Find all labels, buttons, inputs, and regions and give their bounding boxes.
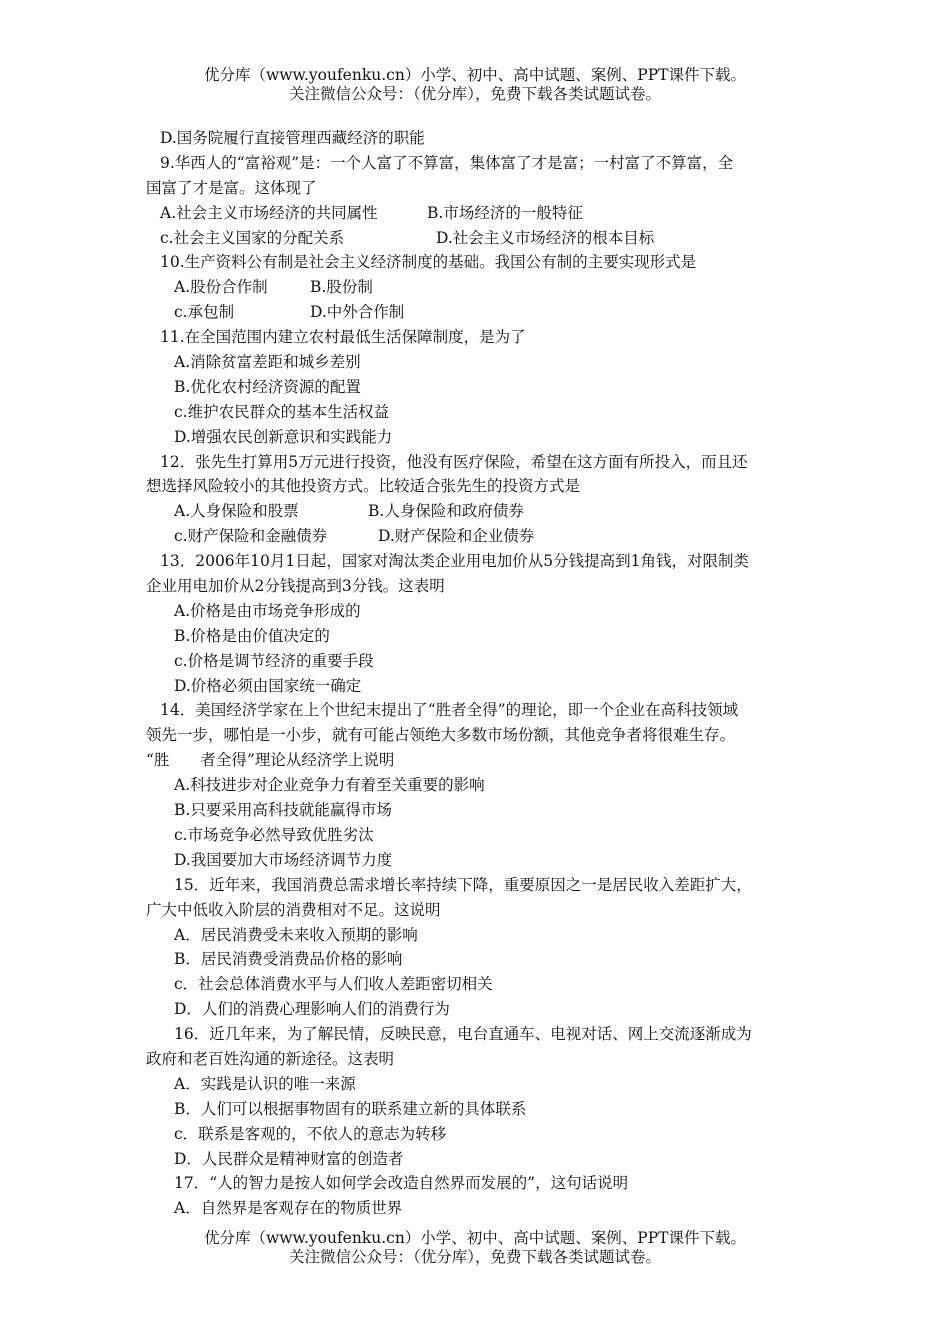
option-16b: B．人们可以根据事物固有的联系建立新的具体联系 (174, 1099, 527, 1118)
option-11a: A.消除贫富差距和城乡差别 (174, 353, 361, 372)
option-11d: D.增强农民创新意识和实践能力 (174, 427, 393, 446)
option-13c: c.价格是调节经济的重要手段 (174, 651, 374, 670)
question-10-options-row1 (146, 275, 814, 300)
option-15c: c．社会总体消费水平与人们收人差距密切相关 (174, 975, 493, 994)
option-14c: c.市场竞争必然导致优胜劣汰 (174, 825, 374, 844)
question-9-stem: 9.华西人的“富裕观”是：一个人富了不算富，集体富了才是富；一村富了不算富，全 (160, 153, 734, 172)
option-16c: c．联系是客观的，不依人的意志为转移 (174, 1124, 447, 1143)
option-13d: D.价格必须由国家统一确定 (174, 676, 362, 695)
option-16d: D．人民群众是精神财富的创造者 (174, 1149, 404, 1168)
option-12d: D.财产保险和企业债券 (378, 527, 535, 546)
option-10b: B.股份制 (310, 278, 373, 297)
option-11c: c.维护农民群众的基本生活权益 (174, 402, 390, 421)
question-16-stem: 16．近几年来，为了解民情，反映民意，电台直通车、电视对话、网上交流逐渐成为 (174, 1025, 752, 1044)
option-16a: A．实践是认识的唯一来源 (174, 1074, 356, 1093)
option-14d: D.我国要加大市场经济调节力度 (174, 850, 393, 869)
question-9-options-row2 (146, 226, 814, 251)
footer-line-2: 关注微信公众号：（优分库），免费下载各类试题试卷。 (288, 1248, 661, 1266)
question-12-options-row2 (146, 524, 814, 549)
option-12a: A.人身保险和股票 (174, 502, 299, 521)
option-12c: c.财产保险和金融债券 (174, 527, 328, 546)
option-9c: c.社会主义国家的分配关系 (160, 228, 345, 247)
question-14-stem-cont2: “胜 者全得”理论从经济学上说明 (146, 751, 395, 770)
option-13b: B.价格是由价值决定的 (174, 626, 330, 645)
option-13a: A.价格是由市场竞争形成的 (174, 601, 361, 620)
question-17-stem: 17．“人的智力是按人如何学会改造自然界而发展的”，这句话说明 (174, 1174, 629, 1193)
question-12-stem: 12．张先生打算用5万元进行投资，他没有医疗保险，希望在这方面有所投入，而且还 (160, 452, 748, 471)
question-13-stem: 13．2006年10月1日起，国家对淘汰类企业用电加价从5分钱提高到1角钱，对限制类 (160, 552, 749, 571)
option-15b: B．居民消费受消费品价格的影响 (174, 950, 403, 969)
question-10-options-row2 (146, 300, 814, 325)
question-12-options-row1 (146, 499, 814, 524)
question-14-stem: 14．美国经济学家在上个世纪末提出了“胜者全得”的理论，即一个企业在高科技领域 (160, 701, 739, 720)
option-15a: A．居民消费受未来收入预期的影响 (174, 925, 418, 944)
question-14-stem-cont: 领先一步，哪怕是一小步，就有可能占领绝大多数市场份额，其他竞争者将很难生存。 (146, 726, 736, 745)
option-9a: A.社会主义市场经济的共同属性 (160, 203, 378, 222)
header-line-1: 优分库（www.youfenku.cn）小学、初中、高中试题、案例、PPT课件下载。 (203, 66, 747, 84)
option-14a: A.科技进步对企业竞争力有着至关重要的影响 (174, 776, 485, 795)
question-16-stem-cont: 政府和老百姓沟通的新途径。这表明 (146, 1049, 395, 1068)
question-12-stem-cont: 想选择风险较小的其他投资方式。比较适合张先生的投资方式是 (146, 477, 581, 496)
header-line-2: 关注微信公众号：（优分库），免费下载各类试题试卷。 (288, 85, 661, 103)
question-10-stem: 10.生产资料公有制是社会主义经济制度的基础。我国公有制的主要实现形式是 (160, 253, 697, 272)
option-9d: D.社会主义市场经济的根本目标 (436, 228, 655, 247)
option-8d: D.国务院履行直接管理西藏经济的职能 (160, 129, 425, 147)
question-15-stem-cont: 广大中低收入阶层的消费相对不足。这说明 (146, 900, 441, 919)
option-14b: B.只要采用高科技就能赢得市场 (174, 801, 392, 820)
option-12b: B.人身保险和政府债券 (368, 502, 524, 521)
option-9b: B.市场经济的一般特征 (427, 203, 583, 222)
question-13-stem-cont: 企业用电加价从2分钱提高到3分钱。这表明 (146, 577, 445, 596)
page-header (0, 66, 950, 104)
option-10a: A.股份合作制 (174, 278, 268, 297)
exam-content (146, 126, 814, 1221)
option-10d: D.中外合作制 (310, 303, 405, 322)
page-footer (0, 1229, 950, 1267)
question-15-stem: 15．近年来，我国消费总需求增长率持续下降，重要原因之一是居民收入差距扩大， (174, 875, 752, 894)
question-9-stem-cont: 国富了才是富。这体现了 (146, 178, 317, 197)
option-17a: A．自然界是客观存在的物质世界 (174, 1199, 403, 1218)
question-9-options-row1 (146, 201, 814, 226)
option-11b: B.优化农村经济资源的配置 (174, 377, 361, 396)
footer-line-1: 优分库（www.youfenku.cn）小学、初中、高中试题、案例、PPT课件下载。 (203, 1229, 747, 1247)
option-10c: c.承包制 (174, 303, 235, 322)
option-15d: D．人们的消费心理影响人们的消费行为 (174, 1000, 450, 1019)
question-11-stem: 11.在全国范围内建立农村最低生活保障制度，是为了 (160, 328, 526, 347)
